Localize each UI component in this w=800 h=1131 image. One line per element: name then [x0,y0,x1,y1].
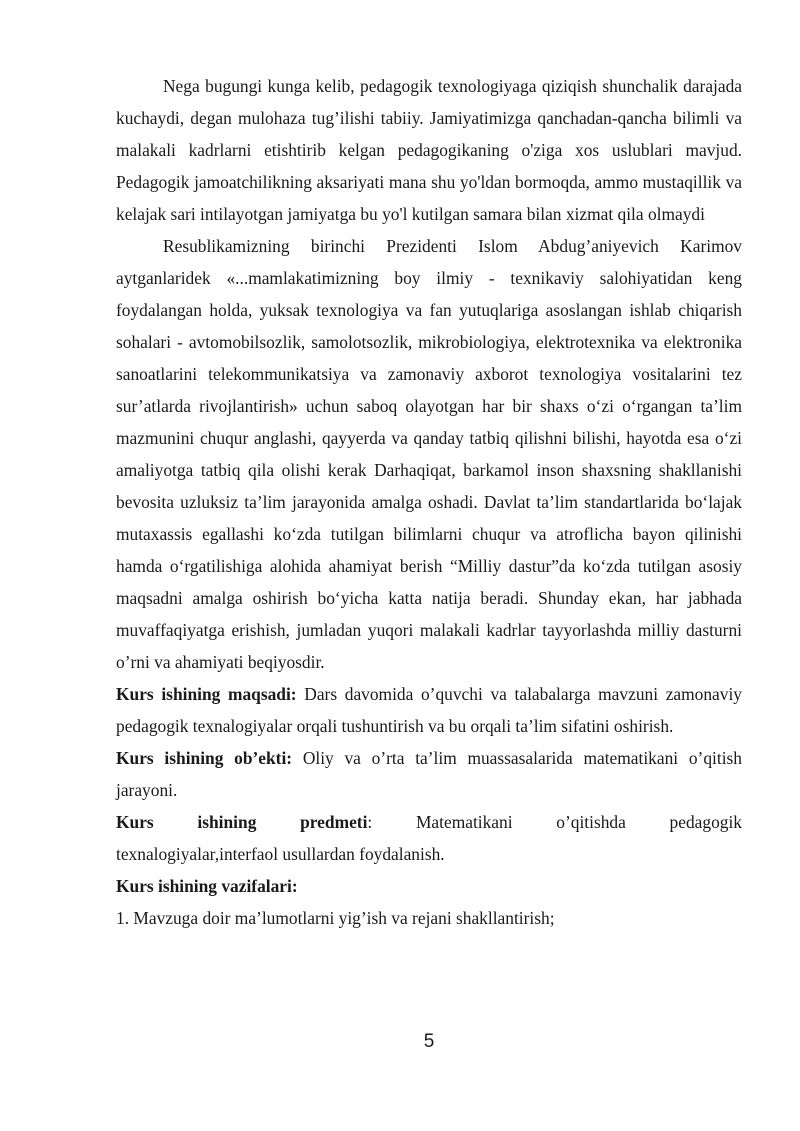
section-predmet-line1 [116,806,742,838]
section-vazifalar-label: Kurs ishining vazifalari: [116,876,298,896]
section-maqsad-label: Kurs ishining maqsadi: [116,684,297,704]
section-predmet-label: Kurs ishining predmeti [116,812,368,832]
section-maqsad [116,678,742,742]
section-vazifalar [116,870,742,902]
section-obekt [116,742,742,806]
section-predmet-text-1: : Matematikani o’qitishda pedagogik [367,812,742,832]
paragraph-president-quote: Resublikamizning birinchi Prezidenti Islom Abdug’aniyevich Karimov aytganlaridek «...mamlakatimizning boy ilmiy - texnikaviy salohiyatidan keng foydalangan holda, yuksak texnologiya va fan yutuqlariga asoslangan ishlab chiqarish sohalari - avtomobilsozlik, samolotsozlik, mikrobiologiya, elektrotexnika va elektronika sanoatlarini telekommunikatsiya va zamonaviy axborot texnologiya vositalarini tez sur’atlarda rivojlantirish» uchun saboq olayotgan har bir shaxs o‘zi o‘rgangan ta’lim mazmunini chuqur anglashi, qayyerda va qanday tatbiq qilishni bilishi, hayotda esa o‘zi amaliyotga tatbiq qila olishi kerak Darhaqiqat, barkamol inson shaxsning shakllanishi bevosita uzluksiz ta’lim jarayonida amalga oshadi. Davlat ta’lim standartlarida bo‘lajak mutaxassis egallashi ko‘zda tutilgan bilimlarni chuqur va atroflicha bayon qilinishi hamda o‘rgatilishiga alohida ahamiyat berish “Milliy dastur”da ko‘zda tutilgan asosiy maqsadni amalga oshirish bo‘yicha katta natija beradi. Shunday ekan, har jabhada muvaffaqiyatga erishish, jumladan yuqori malakali kadrlar tayyorlashda milliy dasturni o’rni va ahamiyati beqiyosdir. [116,236,742,672]
document-page [116,70,742,934]
vazifa-item-1: 1. Mavzuga doir ma’lumotlarni yig’ish va rejani shakllantirish; [116,908,555,928]
page-number: 5 [423,1031,435,1052]
section-maqsad-text: Dars davomida o’quvchi va talabalarga mavzuni zamonaviy pedagogik texnalogiyalar orqali tushuntirish va bu orqali ta’lim sifatini oshirish. [116,684,742,736]
paragraph-intro: Nega bugungi kunga kelib, pedagogik texnologiyaga qiziqish shunchalik darajada kuchaydi, degan mulohaza tug’ilishi tabiiy. Jamiyatimizga qanchadan-qancha bilimli va malakali kadrlarni etishtirib kelgan pedagogikaning o'ziga xos uslublari mavjud. Pedagogik jamoatchilikning aksariyati mana shu yo'ldan bormoqda, ammo mustaqillik va kelajak sari intilayotgan jamiyatga bu yo'l kutilgan samara bilan xizmat qila olmaydi [116,76,742,224]
section-predmet-line2: texnalogiyalar,interfaol usullardan foydalanish. [116,844,445,864]
section-obekt-label: Kurs ishining ob’ekti: [116,748,293,768]
section-obekt-text: Oliy va o’rta ta’lim muassasalarida matematikani o’qitish jarayoni. [116,748,742,800]
